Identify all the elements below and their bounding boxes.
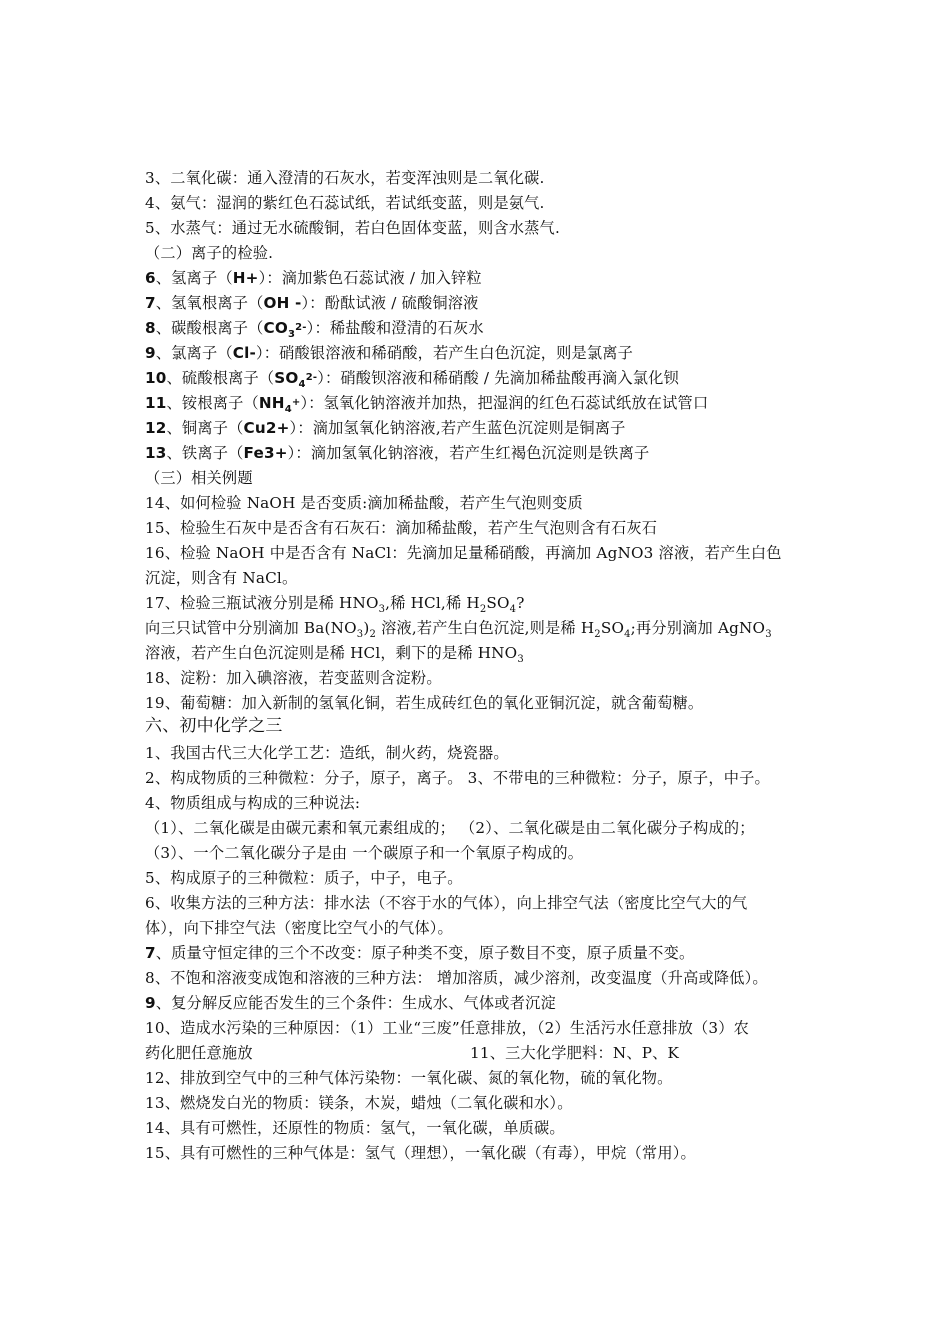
- text-line: 19、葡萄糖：加入新制的氢氧化铜，若生成砖红色的氧化亚铜沉淀，就含葡萄糖。: [145, 694, 704, 712]
- text-line: 1、我国古代三大化学工艺：造纸，制火药，烧瓷器。: [145, 744, 509, 762]
- text-line: 溶液，若产生白色沉淀则是稀 HCl，剩下的是稀 $HNO_3$: [145, 644, 524, 665]
- item-number: 7: [145, 294, 156, 312]
- text-line: 15、具有可燃性的三种气体是：氢气（理想），一氧化碳（有毒），甲烷（常用）。: [145, 1144, 696, 1162]
- text-line: （1）、二氧化碳是由碳元素和氧元素组成的； （2）、二氧化碳是由二氧化碳分子构成的；: [145, 819, 755, 837]
- text-line: 12、铜离子（Cu2+）：滴加氢氧化钠溶液,若产生蓝色沉淀则是铜离子: [145, 419, 626, 437]
- section-subheading: （二）离子的检验.: [145, 244, 274, 262]
- text-line: 2、构成物质的三种微粒：分子，原子，离子。 3、不带电的三种微粒：分子，原子，中子。: [145, 769, 770, 787]
- text-line: 14、如何检验 NaOH 是否变质:滴加稀盐酸，若产生气泡则变质: [145, 494, 583, 512]
- text-line: 7、质量守恒定律的三个不改变：原子种类不变，原子数目不变，原子质量不变。: [145, 944, 695, 962]
- text-line: 10、硫酸根离子$(SO_4^{2-})$：硝酸钡溶液和稀硝酸 / 先滴加稀盐酸再滴入氯化钡: [145, 369, 679, 390]
- text-line: 体），向下排空气法（密度比空气小的气体）。: [145, 919, 453, 937]
- item-number: 11: [145, 394, 167, 412]
- text-line: 14、具有可燃性，还原性的物质：氢气，一氧化碳，单质碳。: [145, 1119, 565, 1137]
- text-line: 8、碳酸根离子$(CO_3^{2-})$：稀盐酸和澄清的石灰水: [145, 319, 484, 340]
- ion-formula: NH: [258, 394, 285, 412]
- ion-formula: SO: [274, 369, 299, 387]
- text-line: 沉淀，则含有 NaCl。: [145, 569, 298, 587]
- item-number: 9: [145, 994, 156, 1012]
- text-line: 9、氯离子（Cl-）：硝酸银溶液和稀硝酸，若产生白色沉淀，则是氯离子: [145, 344, 634, 362]
- text-line: 16、检验 NaOH 中是否含有 NaCl：先滴加足量稀硝酸，再滴加 AgNO3 溶液，若产生白色: [145, 544, 782, 562]
- text-line: 11、三大化学肥料：N、P、K: [470, 1044, 680, 1062]
- text-line: 向三只试管中分别滴加 $Ba(NO_3)_2$ 溶液,若产生白色沉淀,则是稀 $H_2SO_4$;再分别滴加 AgNO$_3$: [145, 619, 772, 640]
- ion-formula: H+: [232, 269, 259, 287]
- text-line: 10、造成水污染的三种原因：（1）工业“三废”任意排放，（2）生活污水任意排放（3）农: [145, 1019, 749, 1037]
- ion-formula: Fe3+: [243, 444, 288, 462]
- text-line: 5、水蒸气：通过无水硫酸铜，若白色固体变蓝，则含水蒸气.: [145, 219, 560, 237]
- text-line: 13、铁离子（Fe3+）：滴加氢氧化钠溶液，若产生红褐色沉淀则是铁离子: [145, 444, 650, 462]
- item-number: 10: [145, 369, 167, 387]
- text-line: 4、氨气：湿润的紫红色石蕊试纸，若试纸变蓝，则是氨气.: [145, 194, 545, 212]
- text-line: 6、氢离子（H+）：滴加紫色石蕊试液 / 加入锌粒: [145, 269, 482, 287]
- section-heading: 六、初中化学之三: [145, 716, 283, 736]
- text-line: 3、二氧化碳：通入澄清的石灰水，若变浑浊则是二氧化碳.: [145, 169, 545, 187]
- text-line: 5、构成原子的三种微粒：质子，中子，电子。: [145, 869, 463, 887]
- text-line: 4、物质组成与构成的三种说法:: [145, 794, 361, 812]
- text-line: 7、氢氧根离子（OH -）：酚酞试液 / 硫酸铜溶液: [145, 294, 479, 312]
- text-line: 6、收集方法的三种方法：排水法（不容于水的气体），向上排空气法（密度比空气大的气: [145, 894, 748, 912]
- section-subheading: （三）相关例题: [145, 469, 253, 487]
- text-line: 8、不饱和溶液变成饱和溶液的三种方法： 增加溶质，减少溶剂，改变温度（升高或降低）。: [145, 969, 768, 987]
- text-line: 17、检验三瓶试液分别是稀 $HNO_3$,稀 HCl,稀 $H_2SO_4$?: [145, 594, 525, 615]
- text-line: 药化肥任意施放: [145, 1044, 253, 1062]
- ion-formula: OH -: [263, 294, 302, 312]
- item-number: 6: [145, 269, 156, 287]
- text-line: 18、淀粉：加入碘溶液，若变蓝则含淀粉。: [145, 669, 442, 687]
- text-line: 13、燃烧发白光的物质：镁条，木炭，蜡烛（二氧化碳和水）。: [145, 1094, 573, 1112]
- item-number: 8: [145, 319, 156, 337]
- text-line: （3）、一个二氧化碳分子是由 一个碳原子和一个氧原子构成的。: [145, 844, 584, 862]
- ion-formula: Cu2+: [243, 419, 290, 437]
- item-number: 12: [145, 419, 167, 437]
- text-line: 12、排放到空气中的三种气体污染物：一氧化碳、氮的氧化物，硫的氧化物。: [145, 1069, 673, 1087]
- ion-formula: Cl-: [232, 344, 256, 362]
- text-line: 11、铵根离子$(NH_4^+)$：氢氧化钠溶液并加热，把湿润的红色石蕊试纸放在试管口: [145, 394, 709, 415]
- item-number: 9: [145, 344, 156, 362]
- item-number: 13: [145, 444, 167, 462]
- text-line: 9、复分解反应能否发生的三个条件：生成水、气体或者沉淀: [145, 994, 556, 1012]
- ion-formula: CO: [263, 319, 288, 337]
- item-number: 7: [145, 944, 156, 962]
- text-line: 15、检验生石灰中是否含有石灰石：滴加稀盐酸，若产生气泡则含有石灰石: [145, 519, 658, 537]
